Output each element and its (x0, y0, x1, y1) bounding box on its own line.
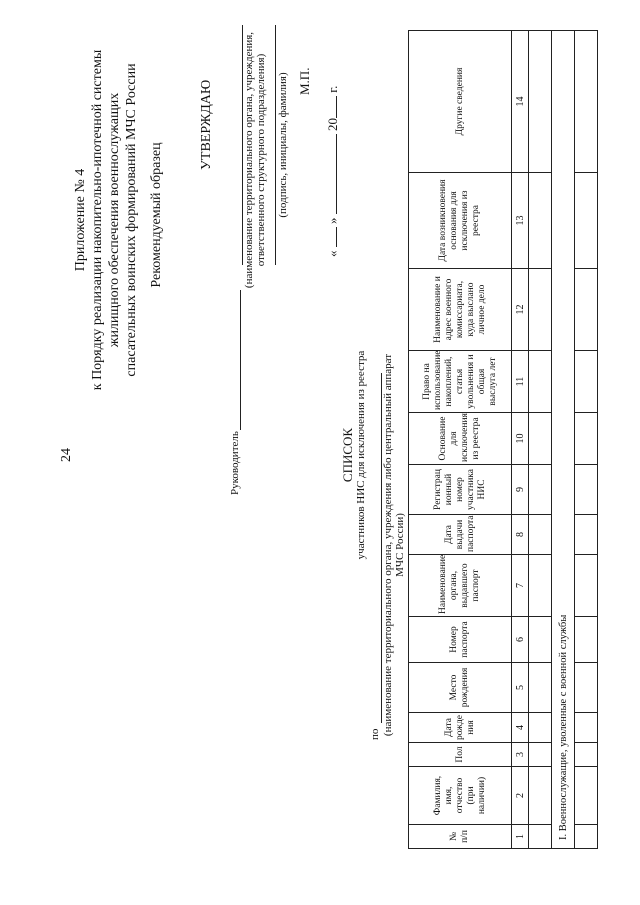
column-number: 1 (512, 825, 529, 849)
approval-title: УТВЕРЖДАЮ (199, 79, 214, 170)
column-number: 7 (512, 555, 529, 617)
header-cell: Другие сведения (409, 31, 512, 173)
header-cell: Основание для исключения из реестра (409, 413, 512, 465)
header-cell: Регистрац ионный номер участника НИС (409, 465, 512, 515)
column-number: 13 (512, 173, 529, 269)
stamp-placeholder: М.П. (297, 67, 312, 95)
header-cell: Номер паспорта (409, 617, 512, 663)
rukovoditel-label: Руководитель (229, 431, 241, 495)
column-number: 14 (512, 31, 529, 173)
approval-date (325, 0, 340, 257)
header-cell: Наименование органа, выдавшего паспорт (409, 555, 512, 617)
appendix-line-1: к Порядку реализации накопительно-ипотечной системы (90, 49, 105, 391)
column-number-row (512, 31, 529, 849)
column-number: 9 (512, 465, 529, 515)
header-cell: № п/п (409, 825, 512, 849)
date-month-blank (336, 134, 337, 214)
page-number: 24 (59, 448, 74, 462)
date-year-blank (336, 96, 337, 118)
section-label: I. Военнослужащие, уволенные с военной службы (552, 31, 575, 849)
header-cell: Место рождения (409, 663, 512, 713)
date-quote-open: « (325, 250, 340, 257)
list-subtitle: участников НИС для исключения из реестра (355, 350, 367, 560)
column-number: 6 (512, 617, 529, 663)
column-number: 12 (512, 269, 529, 351)
table-row (575, 31, 598, 849)
column-number: 3 (512, 743, 529, 767)
sample-note: Рекомендуемый образец (149, 142, 164, 288)
header-cell: Фамилия, имя, отчество (при наличии) (409, 767, 512, 825)
appendix-line-2: жилищного обеспечения военнослужащих (107, 92, 122, 348)
appendix-block (72, 10, 140, 430)
header-row (409, 31, 512, 849)
appendix-line-3: спасательных воинских формирований МЧС России (124, 63, 139, 377)
column-number: 2 (512, 767, 529, 825)
po-caption: (наименование территориального органа, учреждения либо центральный аппарат МЧС России) (382, 353, 406, 737)
appendix-title: Приложение № 4 (73, 168, 88, 272)
header-cell: Дата выдачи паспорта (409, 515, 512, 555)
header-cell: Дата возникновения основания для исключения из реестра (409, 173, 512, 269)
header-cell: Право на использование накоплений, статья увольнения и общая выслуга лет (409, 351, 512, 413)
table-row (529, 31, 552, 849)
column-number: 8 (512, 515, 529, 555)
org-caption-line-1: (наименование территориального органа, учреждения, (243, 31, 255, 289)
header-cell: Наименование и адрес военного комиссариата, куда выслано личное дело (409, 269, 512, 351)
date-year-prefix: 20 (325, 118, 340, 131)
participants-table (408, 30, 598, 849)
header-cell: Пол (409, 743, 512, 767)
date-day-blank (336, 227, 337, 247)
section-row (552, 31, 575, 849)
column-number: 5 (512, 663, 529, 713)
date-year-suffix: г. (325, 85, 340, 93)
signature-line (275, 25, 276, 265)
column-number: 11 (512, 351, 529, 413)
org-caption (243, 15, 267, 305)
header-cell: Дата рожде ния (409, 713, 512, 743)
rukovoditel-line (240, 290, 241, 430)
org-caption-line-2: ответственного структурного подразделения) (255, 53, 267, 267)
column-number: 4 (512, 713, 529, 743)
po-label: по (369, 728, 381, 740)
date-quote-close: » (325, 217, 340, 224)
list-title: СПИСОК (340, 427, 355, 483)
column-number: 10 (512, 413, 529, 465)
signature-caption: (подпись, инициалы, фамилия) (277, 72, 289, 218)
